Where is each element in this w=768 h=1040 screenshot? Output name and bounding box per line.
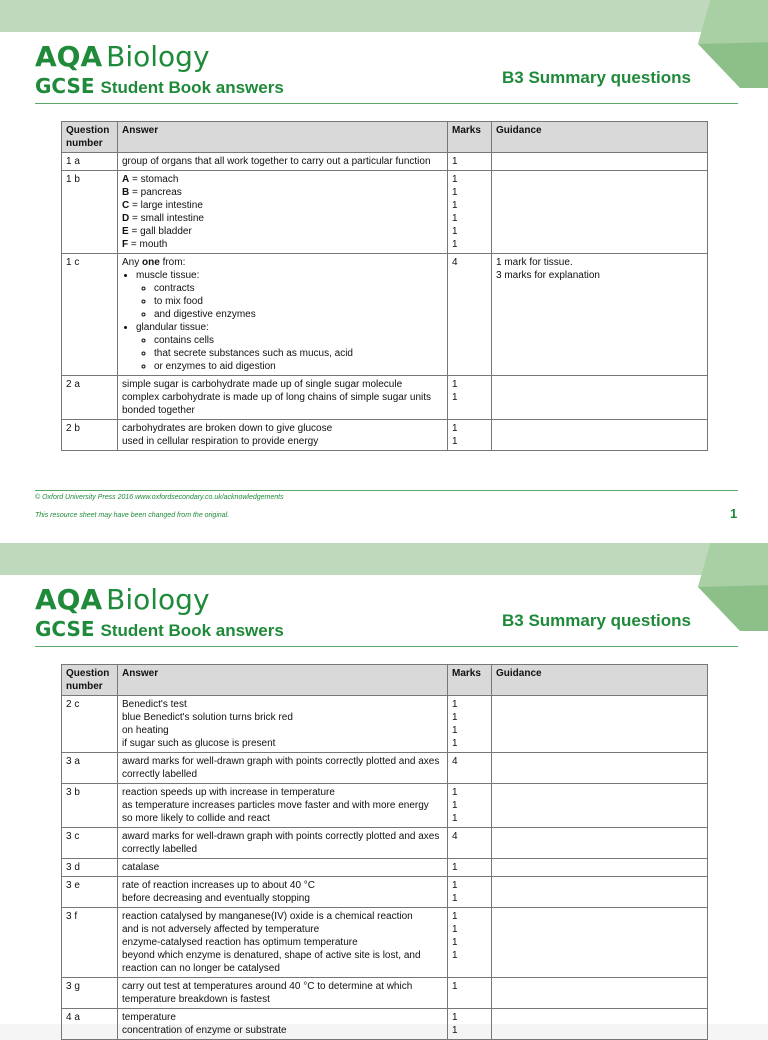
answer-line: catalase: [122, 862, 160, 873]
guidance-text: [492, 978, 708, 1009]
answer-line: blue Benedict's solution turns brick red: [122, 712, 293, 723]
intro-text: Any: [122, 257, 143, 268]
guidance-line: 1 mark for tissue.: [496, 257, 573, 268]
answer-text: [118, 828, 448, 859]
table-row: [62, 696, 708, 753]
brand-product: Student Book answers: [100, 78, 284, 97]
question-number: 3 d: [62, 859, 118, 877]
answer-line: so more likely to collide and react: [122, 813, 270, 824]
table-row: [62, 784, 708, 828]
question-number: 1 b: [62, 171, 118, 254]
answer-line: temperature: [122, 1012, 176, 1023]
mark: 1: [452, 392, 458, 403]
answer-line: Benedict's test: [122, 699, 187, 710]
marks-value: [448, 376, 492, 420]
brand-level: GCSE: [35, 74, 95, 98]
mark: 4: [452, 756, 458, 767]
guidance-text: [492, 784, 708, 828]
list-item: ◦ contracts: [154, 282, 443, 295]
question-number: 2 c: [62, 696, 118, 753]
header-guidance: Guidance: [492, 665, 708, 696]
guidance-text: [492, 877, 708, 908]
answer-line: reaction can no longer be catalysed: [122, 963, 280, 974]
brand-product: Student Book answers: [100, 621, 284, 640]
organ-label: B: [122, 187, 130, 198]
answer-line: as temperature increases particles move faster and with more energy: [122, 800, 429, 811]
answer-text: [118, 859, 448, 877]
answer-line: concentration of enzyme or substrate: [122, 1025, 287, 1036]
answer-sheet-page-2: [0, 543, 768, 1036]
list-item: ◦ or enzymes to aid digestion: [154, 360, 443, 373]
section-title: B3 Summary questions: [502, 68, 691, 87]
organ-label: E: [122, 226, 129, 237]
question-number: 3 f: [62, 908, 118, 978]
mark: 1: [452, 924, 458, 935]
footer-note: This resource sheet may have been changed from the original.: [35, 512, 230, 519]
answer-line: if sugar such as glucose is present: [122, 738, 276, 749]
organ-label: C: [122, 200, 130, 211]
list-item: ◦ contains cells: [154, 334, 443, 347]
mark: 1: [452, 239, 458, 250]
table-row: [62, 420, 708, 451]
top-banner: [0, 0, 768, 32]
organ-label: D: [122, 213, 130, 224]
answers-table: [61, 664, 708, 1040]
header-question: Question number: [62, 665, 118, 696]
organ-name: = stomach: [129, 174, 179, 185]
mark: 1: [452, 880, 458, 891]
header-divider: [35, 103, 738, 104]
mark: 1: [452, 174, 458, 185]
answers-table: [61, 121, 708, 451]
answer-text: [118, 784, 448, 828]
answer-text: [118, 171, 448, 254]
answer-line: bonded together: [122, 405, 195, 416]
mark: 1: [452, 787, 458, 798]
list-item: ◦ and digestive enzymes: [154, 308, 443, 321]
answer-line: carbohydrates are broken down to give glucose: [122, 423, 333, 434]
mark: 1: [452, 862, 458, 873]
answer-line: carry out test at temperatures around 40 °C to determine at which: [122, 981, 413, 992]
brand-subject: Biology: [106, 583, 210, 616]
answer-line: [122, 173, 443, 186]
marks-value: [448, 420, 492, 451]
table-row: [62, 753, 708, 784]
guidance-text: [492, 908, 708, 978]
mark: 1: [452, 187, 458, 198]
question-number: 2 a: [62, 376, 118, 420]
table-row: [62, 171, 708, 254]
answer-line: [122, 199, 443, 212]
question-number: 2 b: [62, 420, 118, 451]
answer-text: [118, 908, 448, 978]
question-number: 1 a: [62, 153, 118, 171]
guidance-text: [492, 420, 708, 451]
tissue-list: [122, 269, 443, 373]
mark: 1: [452, 813, 458, 824]
answer-text: [118, 254, 448, 376]
answer-line: correctly labelled: [122, 769, 198, 780]
table-row: [62, 254, 708, 376]
brand-subtitle: [35, 617, 284, 641]
mark: 1: [452, 226, 458, 237]
list-item: [136, 269, 443, 321]
answer-line: award marks for well-drawn graph with points correctly plotted and axes: [122, 756, 440, 767]
answer-text: [118, 420, 448, 451]
marks-value: [448, 784, 492, 828]
footer-copyright: © Oxford University Press 2016 www.oxfordsecondary.co.uk/acknowledgements: [35, 494, 284, 501]
question-number: 3 e: [62, 877, 118, 908]
table-row: [62, 877, 708, 908]
mark: 1: [452, 725, 458, 736]
organ-name: = gall bladder: [128, 226, 192, 237]
marks-value: 1: [448, 153, 492, 171]
question-number: 4 a: [62, 1009, 118, 1040]
question-number: 3 b: [62, 784, 118, 828]
answer-text: [118, 696, 448, 753]
mark: 1: [452, 712, 458, 723]
mark: 1: [452, 423, 458, 434]
mark: 1: [452, 213, 458, 224]
list-item: ◦ to mix food: [154, 295, 443, 308]
answer-line: temperature breakdown is fastest: [122, 994, 270, 1005]
answer-line: rate of reaction increases up to about 40 °C: [122, 880, 316, 891]
brand-subject: Biology: [106, 40, 210, 73]
answer-intro: [122, 256, 443, 269]
header-marks: Marks: [448, 122, 492, 153]
organ-name: = pancreas: [129, 187, 182, 198]
answer-line: used in cellular respiration to provide energy: [122, 436, 319, 447]
tissue-name: muscle tissue:: [136, 270, 200, 281]
guidance-text: [492, 696, 708, 753]
page2-rows: [62, 696, 708, 1040]
marks-value: [448, 828, 492, 859]
answer-text: [118, 1009, 448, 1040]
mark: 1: [452, 436, 458, 447]
guidance-text: [492, 254, 708, 376]
top-banner: [0, 543, 768, 575]
guidance-text: [492, 859, 708, 877]
marks-value: [448, 171, 492, 254]
marks-value: 4: [448, 254, 492, 376]
table-header-row: [62, 122, 708, 153]
mark: 1: [452, 1012, 458, 1023]
answer-line: [122, 212, 443, 225]
answer-line: on heating: [122, 725, 169, 736]
brand-subtitle: [35, 74, 284, 98]
question-number: 1 c: [62, 254, 118, 376]
marks-value: [448, 877, 492, 908]
tissue-name: glandular tissue:: [136, 322, 209, 333]
guidance-text: [492, 376, 708, 420]
mark: 1: [452, 893, 458, 904]
answer-line: [122, 186, 443, 199]
mark: 1: [452, 981, 458, 992]
mark: 1: [452, 911, 458, 922]
mark: 1: [452, 800, 458, 811]
mark: 4: [452, 831, 458, 842]
organ-name: = large intestine: [129, 200, 203, 211]
answer-line: reaction speeds up with increase in temperature: [122, 787, 335, 798]
question-number: 3 c: [62, 828, 118, 859]
organ-label: A: [122, 174, 130, 185]
table-row: [62, 828, 708, 859]
table-header-row: [62, 665, 708, 696]
marks-value: [448, 1009, 492, 1040]
brand-logo: [35, 40, 210, 73]
list-item: ◦ that secrete substances such as mucus, acid: [154, 347, 443, 360]
answer-text: [118, 376, 448, 420]
sub-list: [136, 334, 443, 373]
header-answer: Answer: [118, 665, 448, 696]
header-marks: Marks: [448, 665, 492, 696]
marks-value: [448, 696, 492, 753]
mark: 1: [452, 1025, 458, 1036]
guidance-text: [492, 753, 708, 784]
intro-emphasis: one: [142, 257, 160, 268]
mark: 1: [452, 950, 458, 961]
answer-text: [118, 753, 448, 784]
header-guidance: Guidance: [492, 122, 708, 153]
guidance-text: [492, 828, 708, 859]
answer-line: [122, 238, 443, 251]
header-answer: Answer: [118, 122, 448, 153]
header-divider: [35, 646, 738, 647]
marks-value: [448, 978, 492, 1009]
organ-label: F: [122, 239, 129, 250]
organ-name: = mouth: [128, 239, 168, 250]
marks-value: [448, 753, 492, 784]
marks-value: [448, 859, 492, 877]
page-number: 1: [730, 506, 738, 521]
answer-line: [122, 225, 443, 238]
guidance-line: 3 marks for explanation: [496, 270, 600, 281]
question-number: 3 g: [62, 978, 118, 1009]
organ-name: = small intestine: [129, 213, 204, 224]
table-row: [62, 859, 708, 877]
guidance-text: [492, 1009, 708, 1040]
sub-list: [136, 282, 443, 321]
answer-line: beyond which enzyme is denatured, shape of active site is lost, and: [122, 950, 421, 961]
answer-text: [118, 978, 448, 1009]
guidance-text: [492, 153, 708, 171]
mark: 1: [452, 379, 458, 390]
mark: 1: [452, 937, 458, 948]
answer-text: [118, 877, 448, 908]
table-row: [62, 908, 708, 978]
intro-text: from:: [159, 257, 186, 268]
guidance-text: [492, 171, 708, 254]
answer-line: award marks for well-drawn graph with points correctly plotted and axes: [122, 831, 440, 842]
mark: 1: [452, 200, 458, 211]
mark: 1: [452, 738, 458, 749]
footer-divider: [35, 490, 738, 491]
table-row: [62, 376, 708, 420]
answer-line: complex carbohydrate is made up of long chains of simple sugar units: [122, 392, 432, 403]
answer-line: enzyme-catalysed reaction has optimum temperature: [122, 937, 358, 948]
answer-line: and is not adversely affected by temperature: [122, 924, 320, 935]
list-item: [136, 321, 443, 373]
question-number: 3 a: [62, 753, 118, 784]
answer-text: group of organs that all work together to carry out a particular function: [118, 153, 448, 171]
table-row: [62, 1009, 708, 1040]
answer-line: correctly labelled: [122, 844, 198, 855]
brand-level: GCSE: [35, 617, 95, 641]
table-row: [62, 978, 708, 1009]
answer-line: reaction catalysed by manganese(IV) oxide is a chemical reaction: [122, 911, 413, 922]
header-question: Question number: [62, 122, 118, 153]
table-row: [62, 153, 708, 171]
mark: 1: [452, 699, 458, 710]
section-title: B3 Summary questions: [502, 611, 691, 630]
brand-aqa: AQA: [35, 583, 103, 616]
marks-value: [448, 908, 492, 978]
brand-aqa: AQA: [35, 40, 103, 73]
brand-logo: [35, 583, 210, 616]
answer-line: before decreasing and eventually stopping: [122, 893, 310, 904]
answer-line: simple sugar is carbohydrate made up of single sugar molecule: [122, 379, 403, 390]
